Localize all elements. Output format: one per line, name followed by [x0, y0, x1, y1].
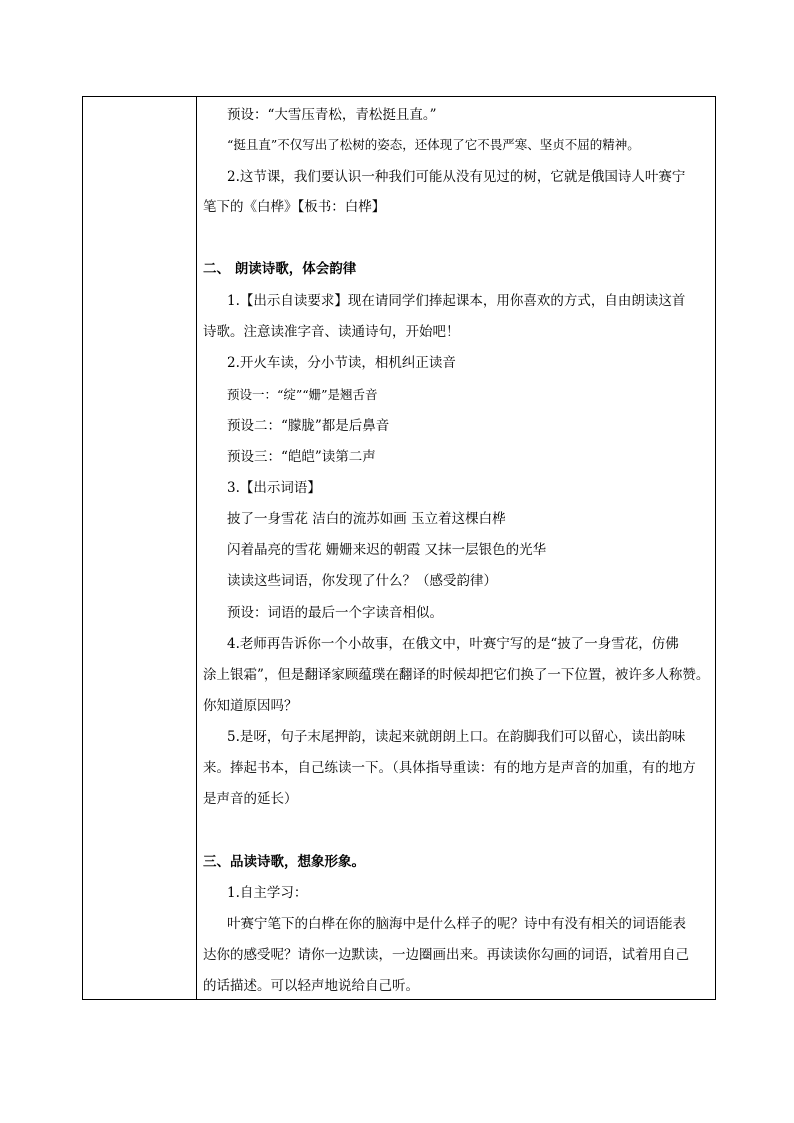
- text-line: 3.【出示词语】: [227, 480, 321, 496]
- section-heading: 二、 朗读诗歌，体会韵律: [203, 261, 357, 277]
- text-line: 读读这些词语，你发现了什么？（感受韵律）: [227, 573, 497, 589]
- text-line: 笔下的《白桦》【板书：白桦】: [203, 199, 386, 215]
- text-line: 预设：“大雪压青松，青松挺且直。”: [227, 107, 437, 123]
- text-line: 达你的感受呢？请你一边默读，一边圈画出来。再读读你勾画的词语，试着用自己: [203, 947, 689, 963]
- text-line: 1.自主学习：: [227, 885, 308, 901]
- word-list-row: 披了一身雪花 洁白的流苏如画 玉立着这棵白桦: [227, 511, 506, 527]
- text-line: 你知道原因吗？: [203, 698, 298, 714]
- text-line: 4.老师再告诉你一个小故事，在俄文中，叶赛宁写的是“披了一身雪花，仿佛: [227, 636, 679, 652]
- text-line: 2.开火车读，分小节读，相机纠正读音: [227, 355, 456, 371]
- text-line: 2.这节课，我们要认识一种我们可能从没有见过的树，它就是俄国诗人叶赛宁: [227, 169, 686, 185]
- text-line: 5.是呀，句子末尾押韵，读起来就朗朗上口。在韵脚我们可以留心，读出韵味: [227, 729, 686, 745]
- text-line: 是声音的延长）: [203, 791, 298, 807]
- text-line: 预设：词语的最后一个字读音相似。: [227, 605, 443, 621]
- text-line: 的话描述。可以轻声地说给自己听。: [203, 978, 419, 994]
- text-line: 来。捧起书本，自己练读一下。（具体指导重读：有的地方是声音的加重，有的地方: [203, 760, 696, 776]
- word-list-row: 闪着晶亮的雪花 姗姗来迟的朝霞 又抹一层银色的光华: [227, 542, 547, 558]
- text-line: 预设一：“绽”“姗”是翘舌音: [227, 387, 378, 402]
- text-line: “挺且直”不仅写出了松树的姿态，还体现了它不畏严寒、坚贞不屈的精神。: [227, 137, 640, 152]
- text-line: 预设三：“皑皑”读第二声: [227, 449, 376, 465]
- lesson-table: [82, 96, 716, 1000]
- lesson-content-cell: [197, 97, 715, 999]
- section-heading: 三、品读诗歌，想象形象。: [203, 854, 365, 870]
- text-line: 1.【出示自读要求】现在请同学们捧起课本，用你喜欢的方式，自由朗读这首: [227, 293, 686, 309]
- text-line: 预设二：“朦胧”都是后鼻音: [227, 418, 390, 434]
- text-line: 叶赛宁笔下的白桦在你的脑海中是什么样子的呢？诗中有没有相关的词语能表: [227, 916, 686, 932]
- text-line: 涂上银霜”，但是翻译家顾蕴璞在翻译的时候却把它们换了一下位置，被许多人称赞。: [203, 667, 710, 683]
- text-line: 诗歌。注意读准字音、读通诗句，开始吧！: [203, 324, 460, 340]
